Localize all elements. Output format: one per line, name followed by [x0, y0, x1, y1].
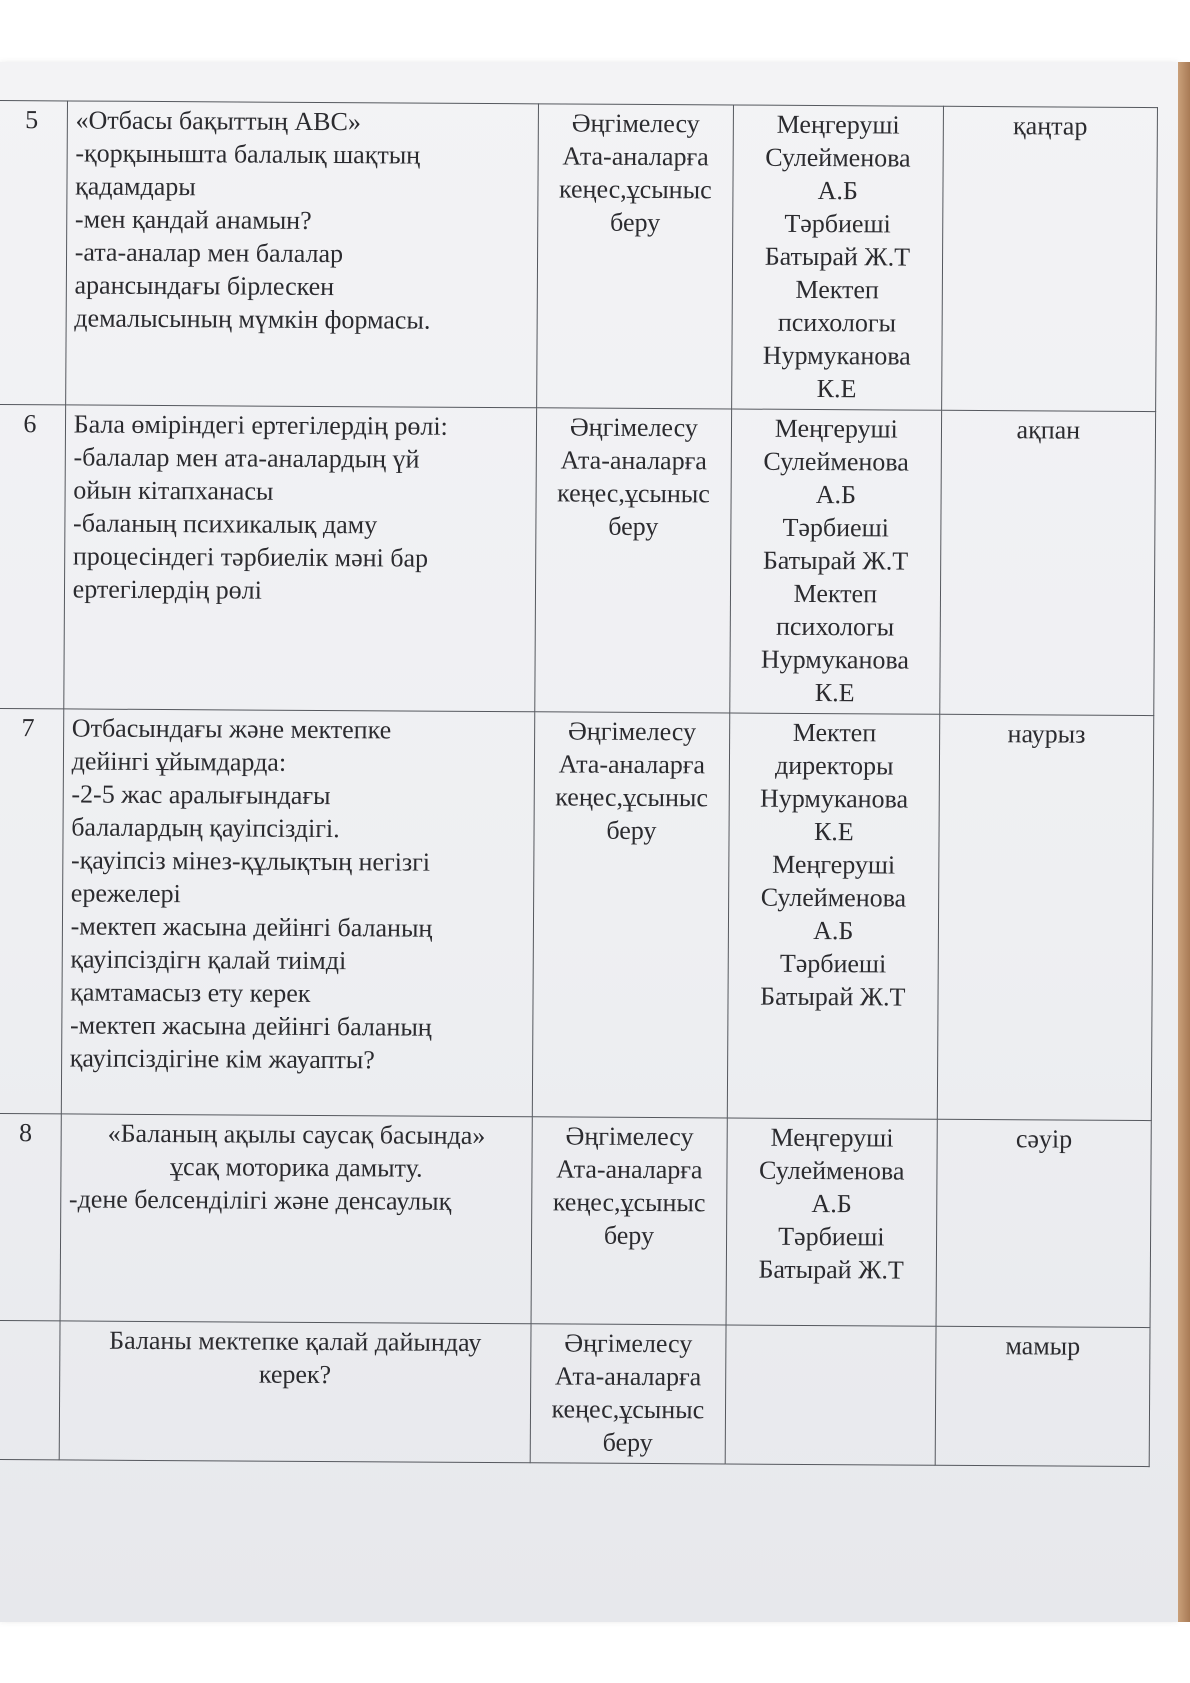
responsible-line: Меңгеруші — [776, 109, 900, 140]
form-line: кеңес,ұсыныс — [558, 174, 712, 205]
topic-line: керек? — [258, 1359, 332, 1390]
responsible-line: Мектеп — [792, 717, 877, 748]
month-cell: мамыр — [935, 1326, 1150, 1466]
form-line: Ата-аналарға — [556, 1154, 703, 1185]
form-line: кеңес,ұсыныс — [555, 782, 709, 813]
topic-line: «Отбасы бақыттың АВС» — [75, 105, 362, 137]
responsible-line: Меңгеруші — [770, 1122, 894, 1153]
responsible-line: Сулейменова — [759, 1155, 905, 1186]
responsible-line: Батырай Ж.Т — [764, 241, 911, 272]
topic-line: -баланың психикалық даму — [73, 508, 378, 540]
responsible-line: психологы — [775, 611, 895, 642]
topic-cell — [61, 709, 535, 1117]
responsible-line: А.Б — [815, 480, 857, 510]
topic-line: ертегілердің рөлі — [72, 574, 263, 605]
responsible-line: Тәрбиеші — [779, 948, 887, 979]
row-number: 8 — [0, 1113, 61, 1320]
form-line: беру — [602, 1427, 653, 1458]
form-line: кеңес,ұсыныс — [551, 1394, 705, 1425]
row-number: 6 — [0, 404, 65, 708]
table-row — [0, 1113, 1151, 1327]
form-line: Әңгімелесу — [567, 716, 697, 747]
responsible-line: Батырай Ж.Т — [758, 1254, 904, 1285]
form-cell — [537, 104, 734, 409]
month-cell: қаңтар — [941, 106, 1157, 411]
responsible-cell — [726, 1118, 937, 1326]
form-line: Әңгімелесу — [565, 1121, 694, 1152]
responsible-line: Батырай Ж.Т — [762, 545, 909, 576]
table-row — [0, 1320, 1150, 1466]
responsible-line: Сулейменова — [765, 142, 911, 173]
responsible-line: К.Е — [816, 374, 857, 404]
topic-line: -мен қандай анамын? — [74, 204, 312, 235]
topic-line: Баланы мектепке қалай дайындау — [109, 1325, 482, 1357]
topic-line: -балалар мен ата-аналардың үй — [73, 442, 420, 474]
responsible-line: психологы — [777, 307, 897, 338]
topic-cell — [59, 1321, 531, 1463]
row-number — [0, 1320, 60, 1459]
responsible-line: Мектеп — [793, 578, 878, 609]
responsible-line: К.Е — [814, 678, 855, 708]
topic-line: демалысының мүмкін формасы. — [74, 303, 431, 335]
responsible-line: К.Е — [813, 817, 854, 847]
table-row — [0, 101, 1157, 412]
topic-line: -дене белсенділігі және денсаулық — [68, 1184, 452, 1216]
table-row — [0, 404, 1156, 715]
form-line: Ата-аналарға — [554, 1361, 702, 1392]
topic-line: дейінгі ұйымдарда: — [71, 746, 287, 777]
topic-line: ойын кітапханасы — [73, 475, 274, 506]
form-line: Ата-аналарға — [562, 141, 709, 172]
topic-line: -мектеп жасына дейінгі баланың — [69, 1010, 432, 1042]
responsible-cell — [730, 409, 942, 714]
topic-cell — [63, 405, 536, 712]
form-line: кеңес,ұсыныс — [552, 1187, 706, 1218]
form-line: Әңгімелесу — [571, 108, 700, 139]
desk-edge — [1178, 62, 1190, 1622]
responsible-line: директоры — [774, 750, 894, 781]
topic-line: Отбасындағы және мектепке — [71, 713, 392, 745]
form-cell — [530, 1324, 726, 1464]
responsible-line: А.Б — [817, 176, 858, 206]
form-line: беру — [608, 511, 659, 542]
topic-line: қауіпсіздігн қалай тиімді — [70, 944, 347, 976]
topic-cell — [60, 1114, 533, 1324]
responsible-line: Нурмуканова — [760, 644, 910, 675]
month-cell: ақпан — [940, 410, 1156, 715]
responsible-cell — [731, 105, 943, 410]
form-line: Ата-аналарға — [560, 445, 707, 476]
topic-line: процесіндегі тәрбиелік мәні бар — [72, 541, 429, 573]
month-cell: сәуір — [936, 1119, 1151, 1327]
form-line: Әңгімелесу — [564, 1328, 693, 1359]
topic-line: -мектеп жасына дейінгі баланың — [70, 911, 433, 943]
parent-work-plan-table — [0, 100, 1158, 1467]
topic-line: -қауіпсіз мінез-құлықтың негізгі — [70, 845, 431, 877]
responsible-line: Тәрбиеші — [778, 1221, 885, 1252]
form-cell — [531, 1117, 727, 1325]
form-line: беру — [606, 815, 657, 846]
responsible-line: Мектеп — [795, 274, 879, 305]
responsible-line: Сулейменова — [760, 882, 907, 913]
month-cell: наурыз — [937, 714, 1154, 1120]
topic-line: қауіпсіздігіне кім жауапты? — [69, 1043, 375, 1075]
responsible-line: Тәрбиеші — [782, 512, 889, 543]
responsible-line: А.Б — [811, 1189, 852, 1219]
responsible-line: Нурмуканова — [762, 340, 911, 371]
topic-line: ұсақ моторика дамыту. — [169, 1152, 423, 1183]
topic-line: -ата-аналар мен балалар — [74, 237, 344, 269]
topic-line: қадамдары — [75, 171, 196, 202]
form-cell — [532, 712, 729, 1118]
table-row — [0, 708, 1154, 1120]
topic-cell — [65, 101, 538, 408]
responsible-line: Меңгеруші — [774, 413, 898, 444]
form-line: беру — [603, 1220, 655, 1251]
row-number: 5 — [0, 101, 67, 405]
topic-line: балалардың қауіпсіздігі. — [71, 812, 340, 844]
topic-line: ережелері — [70, 878, 181, 909]
topic-line: «Баланың ақылы саусақ басында» — [107, 1118, 486, 1151]
responsible-line: Батырай Ж.Т — [760, 981, 906, 1012]
topic-line: -қорқынышта балалық шақтың — [75, 138, 421, 170]
form-cell — [535, 408, 732, 713]
responsible-line: Сулейменова — [763, 446, 909, 477]
responsible-line: Тәрбиеші — [784, 208, 891, 239]
form-line: Әңгімелесу — [569, 412, 698, 443]
topic-line: Бала өміріндегі ертегілердің рөлі: — [73, 409, 448, 441]
row-number: 7 — [0, 708, 63, 1113]
responsible-line: Меңгеруші — [772, 849, 896, 880]
responsible-line: Нурмуканова — [759, 783, 909, 814]
responsible-cell — [725, 1325, 936, 1465]
topic-line: арансындағы бірлескен — [74, 270, 335, 302]
form-line: беру — [610, 207, 661, 238]
responsible-line: А.Б — [813, 916, 854, 946]
responsible-cell — [727, 713, 939, 1119]
form-line: кеңес,ұсыныс — [557, 478, 710, 509]
topic-line: -2-5 жас аралығындағы — [71, 779, 331, 811]
topic-line: қамтамасыз ету керек — [70, 977, 311, 1008]
form-line: Ата-аналарға — [558, 749, 706, 780]
